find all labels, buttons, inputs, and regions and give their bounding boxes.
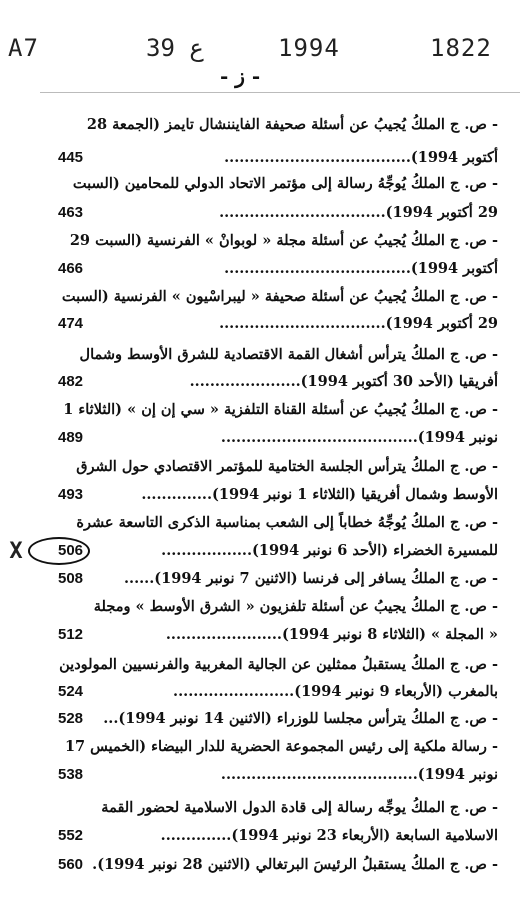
toc-line-text: - ص. ج الملكُ يستقبلُ الرئيسَ البرتغالي (الاثنين 28 نونبر 1994). (92, 856, 498, 873)
toc-line (58, 397, 498, 423)
toc-line (58, 852, 498, 878)
toc-line (58, 594, 498, 620)
toc-line (58, 256, 498, 282)
toc-line-text: بالمغرب (الأربعاء 9 نونبر 1994)........................ (173, 683, 498, 700)
toc-page-number-circled: 506 (58, 542, 84, 559)
toc-line (58, 425, 498, 451)
toc-line (58, 679, 498, 705)
toc-line-text: الاسلامية السابعة (الأربعاء 23 نونبر 1994).............. (160, 827, 498, 844)
top-rule (40, 92, 520, 93)
toc-line-text: 29 أكتوبر 1994)................................. (219, 204, 498, 221)
toc-page-number: 524 (58, 683, 84, 700)
toc-page-number: 463 (58, 204, 84, 221)
page-marker: - ز - (220, 64, 261, 88)
toc-page-number: 493 (58, 486, 84, 503)
toc-line (58, 342, 498, 368)
toc-line (58, 795, 498, 821)
toc-line (58, 145, 498, 171)
toc-line-text: - رسالة ملكية إلى رئيس المجموعة الحضرية للدار البيضاء (الخميس 17 (64, 738, 498, 755)
toc-page-number: 560 (58, 856, 84, 873)
handwritten-year-note: 1994 (278, 34, 340, 62)
toc-line-text: « المجلة » (الثلاثاء 8 نونبر 1994)....................... (165, 626, 498, 643)
toc-line (58, 762, 498, 788)
toc-line-text: - ص. ج الملكُ يُجيبُ عن أسئلة صحيفة الفايننشال تايمز (الجمعة 28 (86, 116, 498, 133)
toc-line-text: نونبر 1994)....................................... (220, 766, 498, 783)
handwritten-mid-note: 39 ع (146, 34, 204, 62)
toc-line (58, 454, 498, 480)
toc-line (58, 706, 498, 732)
toc-line (58, 510, 498, 536)
toc-line-text: - ص. ج الملكُ يُوجِّهُ رسالة إلى مؤتمر الاتحاد الدولي للمحامين (السبت (72, 175, 498, 192)
toc-line (58, 823, 498, 849)
toc-line-text: - ص. ج الملكُ يُوجِّهُ خطاباً إلى الشعب بمناسبة الذكرى التاسعة عشرة (76, 514, 498, 531)
toc-line (58, 566, 498, 592)
toc-line-text: - ص. ج الملكُ يترأس أشغال القمة الاقتصادية للشرق الأوسط وشمال (79, 346, 498, 363)
margin-tick-mark: X (9, 539, 23, 564)
toc-line (58, 228, 498, 254)
toc-line-text: أكتوبر 1994)..................................... (224, 260, 498, 277)
toc-page-number: 489 (58, 429, 84, 446)
toc-line-text: أكتوبر 1994)..................................... (224, 149, 498, 166)
toc-line (58, 112, 498, 138)
toc-line (58, 734, 498, 760)
hand-drawn-circle (28, 537, 90, 565)
handwritten-left-note: A7 (8, 34, 39, 62)
toc-line (58, 311, 498, 337)
toc-page-number: 552 (58, 827, 84, 844)
toc-page-number: 512 (58, 626, 84, 643)
toc-line-text: - ص. ج الملكُ يجيبُ عن أسئلة تلفزيون « الشرق الأوسط » ومجلة (93, 598, 498, 615)
handwritten-right-note: 1822 (430, 34, 492, 62)
toc-line-text: 29 أكتوبر 1994)................................. (219, 315, 498, 332)
toc-line (58, 622, 498, 648)
toc-page-number: 474 (58, 315, 84, 332)
toc-line (58, 284, 498, 310)
toc-line (58, 369, 498, 395)
toc-line-text: - ص. ج الملكُ يترأس مجلسا للوزراء (الاثنين 14 نونبر 1994)... (103, 710, 498, 727)
toc-page-number: 482 (58, 373, 84, 390)
toc-line-text: - ص. ج الملكُ يسافر إلى فرنسا (الاثنين 7 نونبر 1994)...... (123, 570, 498, 587)
toc-line (58, 171, 498, 197)
toc-line (58, 482, 498, 508)
toc-page-number: 466 (58, 260, 84, 277)
toc-line (58, 652, 498, 678)
toc-line (58, 538, 498, 564)
toc-line-text: أفريقيا (الأحد 30 أكتوبر 1994)...................... (189, 373, 498, 390)
toc-page-number: 445 (58, 149, 84, 166)
toc-page-number: 528 (58, 710, 84, 727)
toc-line-text: - ص. ج الملكُ يُجيبُ عن أسئلة صحيفة « ليبراسْيون » الفرنسية (السبت (61, 288, 498, 305)
toc-page-number: 538 (58, 766, 84, 783)
toc-line-text: نونبر 1994)....................................... (220, 429, 498, 446)
toc-line-text: - ص. ج الملكُ يُجيبُ عن أسئلة القناة التلفزية « سي إن إن » (الثلاثاء 1 (63, 401, 498, 418)
toc-line-text: - ص. ج الملكُ يوجِّه رسالة إلى قادة الدول الاسلامية لحضور القمة (101, 799, 498, 816)
toc-line-text: - ص. ج الملكُ يُجيبُ عن أسئلة مجلة « لوبوانْ » الفرنسية (السبت 29 (69, 232, 498, 249)
toc-line-text: للمسيرة الخضراء (الأحد 6 نونبر 1994).................. (161, 542, 498, 559)
toc-page-number: 508 (58, 570, 84, 587)
toc-line-text: - ص. ج الملكُ يستقبلُ ممثلين عن الجالية المغربية والفرنسيين المولودين (59, 656, 498, 673)
toc-line (58, 200, 498, 226)
toc-line-text: - ص. ج الملكُ يترأس الجلسة الختامية للمؤتمر الاقتصادي حول الشرق (76, 458, 498, 475)
toc-line-text: الأوسط وشمال أفريقيا (الثلاثاء 1 نونبر 1994).............. (141, 486, 498, 503)
